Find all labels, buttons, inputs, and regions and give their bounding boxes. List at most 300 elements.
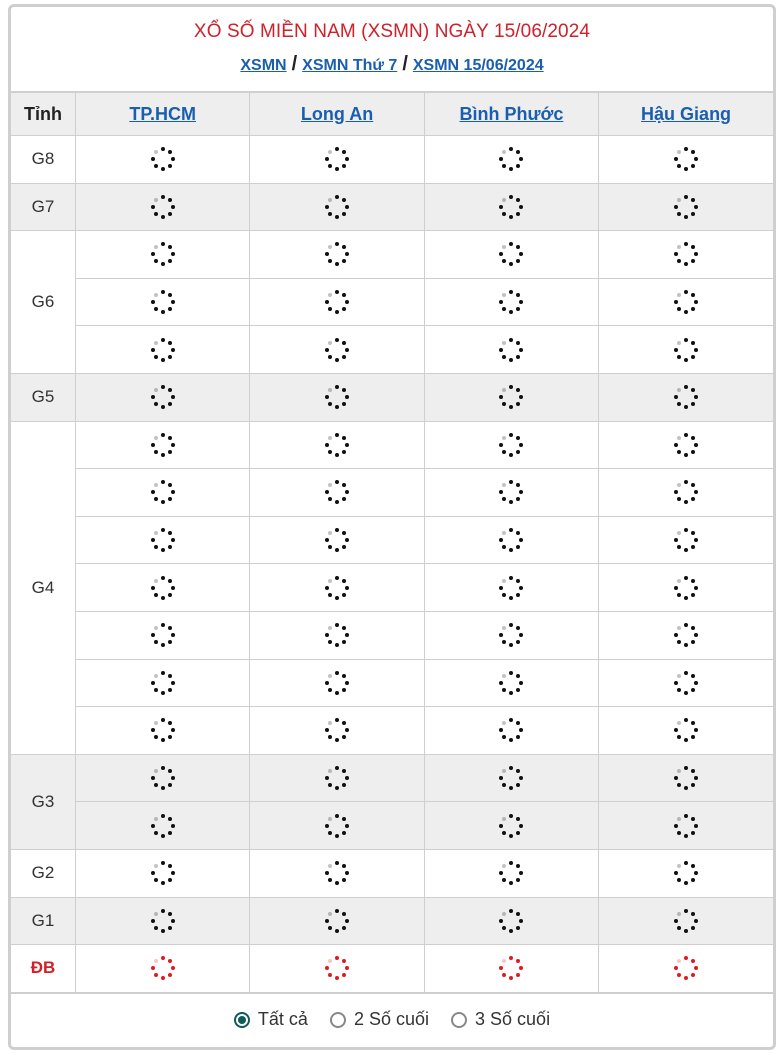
spinner-dot xyxy=(168,341,172,345)
spinner-dot xyxy=(684,528,688,532)
spinner-dot xyxy=(684,358,688,362)
spinner-dot xyxy=(335,195,339,199)
province-link-tphcm[interactable]: TP.HCM xyxy=(129,103,197,124)
spinner-dot xyxy=(509,976,513,980)
spinner-dot xyxy=(519,776,523,780)
province-header-hau-giang xyxy=(599,93,773,136)
spinner-dot xyxy=(151,205,155,209)
spinner-dot xyxy=(154,626,158,630)
spinner-dot xyxy=(345,348,349,352)
spinner-dot xyxy=(516,164,520,168)
spinner-dot xyxy=(151,538,155,542)
spinner-dot xyxy=(151,728,155,732)
result-cell xyxy=(250,849,424,897)
spinner-dot xyxy=(691,959,695,963)
spinner-dot xyxy=(674,157,678,161)
spinner-dot xyxy=(691,688,695,692)
spinner-dot xyxy=(342,831,346,835)
spinner-dot xyxy=(677,831,681,835)
spinner-dot xyxy=(345,300,349,304)
result-cell xyxy=(76,469,250,517)
spinner-dot xyxy=(509,548,513,552)
result-cell xyxy=(250,136,424,184)
spinner-dot xyxy=(328,483,332,487)
spinner-dot xyxy=(691,150,695,154)
spinner-dot xyxy=(151,348,155,352)
result-cell xyxy=(76,136,250,184)
result-cell xyxy=(424,326,598,374)
filter-option-last-3[interactable] xyxy=(451,1009,550,1030)
spinner-dot xyxy=(499,157,503,161)
spinner-dot xyxy=(325,871,329,875)
spinner-dot xyxy=(502,817,506,821)
breadcrumb-xsmn-thu7[interactable]: XSMN Thứ 7 xyxy=(302,57,398,74)
spinner-dot xyxy=(335,453,339,457)
spinner-dot xyxy=(151,586,155,590)
spinner-dot xyxy=(499,824,503,828)
spinner-dot xyxy=(154,959,158,963)
table-row xyxy=(11,945,773,993)
spinner-dot xyxy=(168,769,172,773)
spinner-dot xyxy=(328,688,332,692)
spinner-dot xyxy=(345,252,349,256)
spinner-dot xyxy=(677,959,681,963)
spinner-dot xyxy=(519,395,523,399)
spinner-dot xyxy=(335,310,339,314)
spinner-dot xyxy=(335,338,339,342)
loading-spinner-icon xyxy=(674,433,698,457)
spinner-dot xyxy=(335,623,339,627)
table-row xyxy=(11,278,773,326)
filter-label-last-2: 2 Số cuối xyxy=(353,1009,430,1030)
spinner-dot xyxy=(694,633,698,637)
spinner-dot xyxy=(154,307,158,311)
loading-spinner-icon xyxy=(325,195,349,219)
loading-spinner-icon xyxy=(151,480,175,504)
table-row xyxy=(11,611,773,659)
spinner-dot xyxy=(325,824,329,828)
spinner-dot xyxy=(154,735,158,739)
loading-spinner-icon xyxy=(674,290,698,314)
province-link-binh-phuoc[interactable]: Bình Phước xyxy=(459,103,564,124)
loading-spinner-icon xyxy=(499,242,523,266)
spinner-dot xyxy=(154,293,158,297)
spinner-dot xyxy=(171,395,175,399)
loading-spinner-icon xyxy=(674,480,698,504)
spinner-dot xyxy=(509,596,513,600)
spinner-dot xyxy=(674,681,678,685)
spinner-dot xyxy=(161,500,165,504)
loading-spinner-icon xyxy=(674,956,698,980)
spinner-dot xyxy=(674,919,678,923)
radio-selected-icon[interactable] xyxy=(234,1012,250,1028)
page-title: XỔ SỐ MIỀN NAM (XSMN) NGÀY 15/06/2024 xyxy=(193,21,591,42)
spinner-dot xyxy=(684,956,688,960)
spinner-dot xyxy=(691,245,695,249)
spinner-dot xyxy=(168,721,172,725)
spinner-dot xyxy=(509,310,513,314)
spinner-dot xyxy=(691,817,695,821)
spinner-dot xyxy=(516,402,520,406)
spinner-dot xyxy=(684,500,688,504)
spinner-dot xyxy=(502,959,506,963)
table-row xyxy=(11,707,773,755)
spinner-dot xyxy=(335,738,339,742)
spinner-dot xyxy=(154,212,158,216)
spinner-dot xyxy=(502,355,506,359)
loading-spinner-icon xyxy=(499,814,523,838)
panel-header xyxy=(11,7,773,92)
spinner-dot xyxy=(677,293,681,297)
spinner-dot xyxy=(171,252,175,256)
spinner-dot xyxy=(161,147,165,151)
loading-spinner-icon xyxy=(499,861,523,885)
province-link-long-an[interactable]: Long An xyxy=(300,103,374,124)
result-cell xyxy=(424,421,598,469)
spinner-dot xyxy=(677,912,681,916)
spinner-dot xyxy=(161,358,165,362)
spinner-dot xyxy=(502,436,506,440)
result-cell xyxy=(76,707,250,755)
loading-spinner-icon xyxy=(151,671,175,695)
spinner-dot xyxy=(342,245,346,249)
spinner-dot xyxy=(328,864,332,868)
result-cell xyxy=(599,945,773,993)
spinner-dot xyxy=(328,545,332,549)
result-cell xyxy=(250,659,424,707)
spinner-dot xyxy=(677,531,681,535)
spinner-dot xyxy=(677,926,681,930)
spinner-dot xyxy=(691,259,695,263)
spinner-dot xyxy=(509,453,513,457)
spinner-dot xyxy=(499,919,503,923)
spinner-dot xyxy=(509,671,513,675)
spinner-dot xyxy=(691,307,695,311)
spinner-dot xyxy=(502,626,506,630)
result-cell xyxy=(76,849,250,897)
spinner-dot xyxy=(328,164,332,168)
result-cell xyxy=(424,136,598,184)
spinner-dot xyxy=(335,976,339,980)
spinner-dot xyxy=(509,338,513,342)
spinner-dot xyxy=(674,824,678,828)
spinner-dot xyxy=(516,593,520,597)
spinner-dot xyxy=(519,966,523,970)
spinner-dot xyxy=(345,681,349,685)
spinner-dot xyxy=(516,483,520,487)
spinner-dot xyxy=(161,167,165,171)
spinner-dot xyxy=(154,688,158,692)
spinner-dot xyxy=(516,926,520,930)
spinner-dot xyxy=(168,674,172,678)
spinner-dot xyxy=(499,395,503,399)
spinner-dot xyxy=(516,198,520,202)
spinner-dot xyxy=(328,593,332,597)
loading-spinner-icon xyxy=(674,195,698,219)
spinner-dot xyxy=(161,480,165,484)
spinner-dot xyxy=(161,242,165,246)
spinner-dot xyxy=(154,545,158,549)
spinner-dot xyxy=(677,402,681,406)
table-row xyxy=(11,516,773,564)
spinner-dot xyxy=(509,290,513,294)
spinner-dot xyxy=(342,164,346,168)
spinner-dot xyxy=(502,198,506,202)
spinner-dot xyxy=(509,834,513,838)
spinner-dot xyxy=(499,681,503,685)
spinner-dot xyxy=(502,245,506,249)
spinner-dot xyxy=(499,490,503,494)
table-row xyxy=(11,849,773,897)
spinner-dot xyxy=(516,436,520,440)
spinner-dot xyxy=(519,348,523,352)
spinner-dot xyxy=(684,596,688,600)
spinner-dot xyxy=(168,545,172,549)
loading-spinner-icon xyxy=(325,147,349,171)
loading-spinner-icon xyxy=(151,623,175,647)
breadcrumb-xsmn-date[interactable]: XSMN 15/06/2024 xyxy=(412,57,544,74)
result-cell xyxy=(250,754,424,802)
spinner-dot xyxy=(691,735,695,739)
spinner-dot xyxy=(325,966,329,970)
spinner-dot xyxy=(674,490,678,494)
spinner-dot xyxy=(335,147,339,151)
spinner-dot xyxy=(694,252,698,256)
result-cell xyxy=(76,897,250,945)
loading-spinner-icon xyxy=(325,671,349,695)
spinner-dot xyxy=(345,776,349,780)
spinner-dot xyxy=(345,728,349,732)
loading-spinner-icon xyxy=(674,671,698,695)
table-row xyxy=(11,136,773,184)
spinner-dot xyxy=(519,443,523,447)
spinner-dot xyxy=(325,538,329,542)
spinner-dot xyxy=(684,147,688,151)
spinner-dot xyxy=(171,633,175,637)
spinner-dot xyxy=(499,252,503,256)
spinner-dot xyxy=(325,728,329,732)
result-cell xyxy=(424,278,598,326)
province-column-header: Tỉnh xyxy=(11,93,76,136)
spinner-dot xyxy=(342,341,346,345)
spinner-dot xyxy=(677,259,681,263)
spinner-dot xyxy=(161,338,165,342)
spinner-dot xyxy=(335,643,339,647)
spinner-dot xyxy=(502,307,506,311)
spinner-dot xyxy=(161,834,165,838)
spinner-dot xyxy=(328,531,332,535)
spinner-dot xyxy=(154,593,158,597)
spinner-dot xyxy=(499,966,503,970)
spinner-dot xyxy=(691,769,695,773)
spinner-dot xyxy=(677,817,681,821)
breadcrumb-separator: / xyxy=(402,53,408,75)
spinner-dot xyxy=(335,671,339,675)
spinner-dot xyxy=(171,966,175,970)
spinner-dot xyxy=(684,405,688,409)
breadcrumb-xsmn[interactable]: XSMN xyxy=(240,57,287,74)
loading-spinner-icon xyxy=(499,338,523,362)
spinner-dot xyxy=(509,147,513,151)
radio-icon[interactable] xyxy=(330,1012,346,1028)
spinner-dot xyxy=(335,290,339,294)
spinner-dot xyxy=(509,358,513,362)
spinner-dot xyxy=(335,596,339,600)
spinner-dot xyxy=(161,643,165,647)
spinner-dot xyxy=(328,245,332,249)
spinner-dot xyxy=(335,929,339,933)
spinner-dot xyxy=(509,385,513,389)
spinner-dot xyxy=(519,681,523,685)
spinner-dot xyxy=(325,586,329,590)
spinner-dot xyxy=(502,164,506,168)
spinner-dot xyxy=(691,783,695,787)
spinner-dot xyxy=(168,259,172,263)
spinner-dot xyxy=(502,531,506,535)
spinner-dot xyxy=(677,355,681,359)
spinner-dot xyxy=(335,167,339,171)
loading-spinner-icon xyxy=(674,814,698,838)
spinner-dot xyxy=(345,538,349,542)
spinner-dot xyxy=(168,735,172,739)
spinner-dot xyxy=(154,973,158,977)
spinner-dot xyxy=(502,212,506,216)
spinner-dot xyxy=(691,483,695,487)
spinner-dot xyxy=(677,198,681,202)
loading-spinner-icon xyxy=(499,433,523,457)
loading-spinner-icon xyxy=(325,338,349,362)
spinner-dot xyxy=(516,388,520,392)
spinner-dot xyxy=(342,817,346,821)
result-cell xyxy=(599,469,773,517)
spinner-dot xyxy=(677,436,681,440)
loading-spinner-icon xyxy=(151,528,175,552)
filter-option-last-2[interactable] xyxy=(330,1009,429,1030)
result-cell xyxy=(250,897,424,945)
spinner-dot xyxy=(516,783,520,787)
result-cell xyxy=(76,421,250,469)
result-cell xyxy=(250,326,424,374)
result-cell xyxy=(424,707,598,755)
spinner-dot xyxy=(154,912,158,916)
spinner-dot xyxy=(516,973,520,977)
result-cell xyxy=(76,373,250,421)
spinner-dot xyxy=(342,674,346,678)
spinner-dot xyxy=(677,674,681,678)
spinner-dot xyxy=(509,576,513,580)
result-cell xyxy=(599,897,773,945)
spinner-dot xyxy=(171,157,175,161)
spinner-dot xyxy=(509,528,513,532)
spinner-dot xyxy=(677,783,681,787)
spinner-dot xyxy=(328,497,332,501)
result-cell xyxy=(424,611,598,659)
result-cell xyxy=(250,278,424,326)
spinner-dot xyxy=(691,531,695,535)
result-cell xyxy=(250,707,424,755)
spinner-dot xyxy=(171,919,175,923)
province-link-hau-giang[interactable]: Hậu Giang xyxy=(641,103,732,124)
spinner-dot xyxy=(516,864,520,868)
loading-spinner-icon xyxy=(325,576,349,600)
spinner-dot xyxy=(691,640,695,644)
spinner-dot xyxy=(694,586,698,590)
loading-spinner-icon xyxy=(674,861,698,885)
spinner-dot xyxy=(694,157,698,161)
prize-label: G5 xyxy=(11,373,76,421)
spinner-dot xyxy=(345,919,349,923)
spinner-dot xyxy=(691,212,695,216)
spinner-dot xyxy=(154,721,158,725)
spinner-dot xyxy=(519,586,523,590)
spinner-dot xyxy=(168,307,172,311)
spinner-dot xyxy=(328,436,332,440)
spinner-dot xyxy=(171,728,175,732)
result-cell xyxy=(424,659,598,707)
filter-label-all: Tất cả xyxy=(257,1009,308,1030)
loading-spinner-icon xyxy=(674,623,698,647)
spinner-dot xyxy=(516,735,520,739)
spinner-dot xyxy=(677,688,681,692)
loading-spinner-icon xyxy=(499,909,523,933)
table-row xyxy=(11,469,773,517)
spinner-dot xyxy=(154,164,158,168)
result-cell xyxy=(599,231,773,279)
spinner-dot xyxy=(168,831,172,835)
table-row xyxy=(11,802,773,850)
radio-icon[interactable] xyxy=(451,1012,467,1028)
spinner-dot xyxy=(509,718,513,722)
spinner-dot xyxy=(171,300,175,304)
spinner-dot xyxy=(168,245,172,249)
spinner-dot xyxy=(335,405,339,409)
spinner-dot xyxy=(151,681,155,685)
spinner-dot xyxy=(691,388,695,392)
spinner-dot xyxy=(154,817,158,821)
spinner-dot xyxy=(161,433,165,437)
spinner-dot xyxy=(509,786,513,790)
spinner-dot xyxy=(691,402,695,406)
spinner-dot xyxy=(694,490,698,494)
spinner-dot xyxy=(684,480,688,484)
spinner-dot xyxy=(151,395,155,399)
spinner-dot xyxy=(684,766,688,770)
spinner-dot xyxy=(342,864,346,868)
spinner-dot xyxy=(154,198,158,202)
spinner-dot xyxy=(335,956,339,960)
spinner-dot xyxy=(694,919,698,923)
filter-option-all[interactable] xyxy=(234,1009,308,1030)
result-cell xyxy=(424,469,598,517)
spinner-dot xyxy=(684,834,688,838)
spinner-dot xyxy=(325,633,329,637)
spinner-dot xyxy=(342,355,346,359)
spinner-dot xyxy=(154,402,158,406)
loading-spinner-icon xyxy=(674,576,698,600)
loading-spinner-icon xyxy=(151,147,175,171)
spinner-dot xyxy=(168,593,172,597)
spinner-dot xyxy=(509,929,513,933)
spinner-dot xyxy=(345,205,349,209)
spinner-dot xyxy=(677,388,681,392)
spinner-dot xyxy=(171,443,175,447)
loading-spinner-icon xyxy=(325,242,349,266)
loading-spinner-icon xyxy=(151,290,175,314)
loading-spinner-icon xyxy=(325,766,349,790)
spinner-dot xyxy=(328,912,332,916)
spinner-dot xyxy=(677,497,681,501)
spinner-dot xyxy=(509,167,513,171)
